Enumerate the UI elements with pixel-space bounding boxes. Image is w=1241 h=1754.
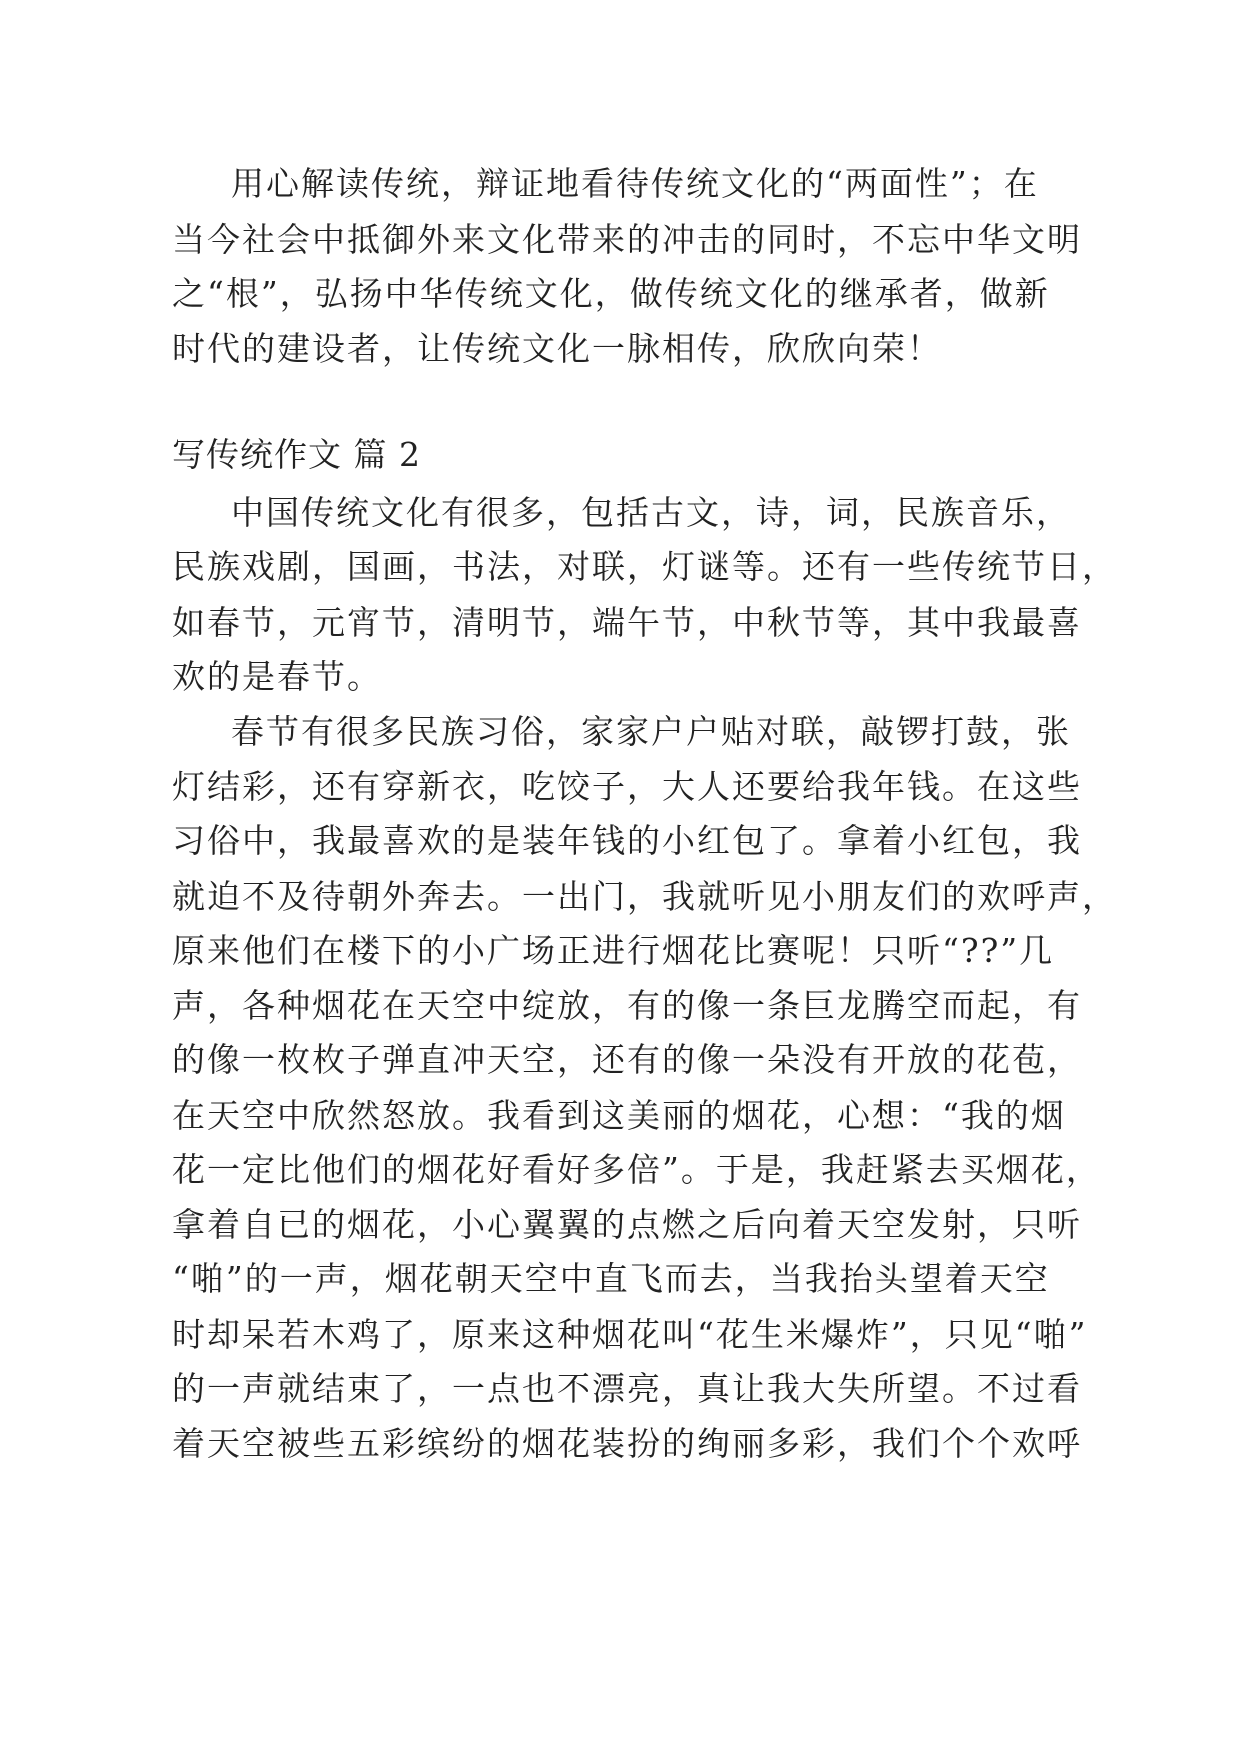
text-line: 的一声就结束了，一点也不漂亮，真让我大失所望。不过看 bbox=[172, 1369, 1082, 1408]
text-line: 着天空被些五彩缤纷的烟花装扮的绚丽多彩，我们个个欢呼 bbox=[172, 1424, 1082, 1463]
text-line: “啪”的一声，烟花朝天空中直飞而去，当我抬头望着天空 bbox=[172, 1259, 1050, 1298]
text-line: 原来他们在楼下的小广场正进行烟花比赛呢！只听“??”几 bbox=[172, 931, 1055, 970]
text-line: 中国传统文化有很多，包括古文，诗，词，民族音乐， bbox=[231, 493, 1071, 532]
text-line: 就迫不及待朝外奔去。一出门，我就听见小朋友们的欢呼声， bbox=[172, 877, 1117, 916]
text-line: 之“根”，弘扬中华传统文化，做传统文化的继承者，做新 bbox=[172, 274, 1050, 313]
text-line: 时却呆若木鸡了，原来这种烟花叫“花生米爆炸”，只见“啪” bbox=[172, 1315, 1088, 1354]
text-line: 民族戏剧，国画，书法，对联，灯谜等。还有一些传统节日， bbox=[172, 547, 1117, 586]
text-line: 灯结彩，还有穿新衣，吃饺子，大人还要给我年钱。在这些 bbox=[172, 767, 1082, 806]
text-line: 在天空中欣然怒放。我看到这美丽的烟花，心想：“我的烟 bbox=[172, 1096, 1066, 1135]
text-line: 时代的建设者，让传统文化一脉相传，欣欣向荣！ bbox=[172, 329, 942, 368]
text-line: 声，各种烟花在天空中绽放，有的像一条巨龙腾空而起，有 bbox=[172, 986, 1082, 1025]
text-line: 拿着自已的烟花，小心翼翼的点燃之后向着天空发射，只听 bbox=[172, 1205, 1082, 1244]
text-line: 如春节，元宵节，清明节，端午节，中秋节等，其中我最喜 bbox=[172, 603, 1082, 642]
text-line: 用心解读传统，辩证地看待传统文化的“两面性”；在 bbox=[231, 164, 1039, 203]
text-line: 春节有很多民族习俗，家家户户贴对联，敲锣打鼓，张 bbox=[231, 712, 1071, 751]
text-line: 花一定比他们的烟花好看好多倍”。于是，我赶紧去买烟花， bbox=[172, 1150, 1101, 1189]
text-line: 习俗中，我最喜欢的是装年钱的小红包了。拿着小红包，我 bbox=[172, 821, 1082, 860]
text-line: 的像一枚枚子弹直冲天空，还有的像一朵没有开放的花苞， bbox=[172, 1040, 1082, 1079]
text-line: 当今社会中抵御外来文化带来的冲击的同时，不忘中华文明 bbox=[172, 220, 1082, 259]
text-line: 欢的是春节。 bbox=[172, 657, 382, 696]
section-heading: 写传统作文 篇 2 bbox=[172, 435, 421, 474]
